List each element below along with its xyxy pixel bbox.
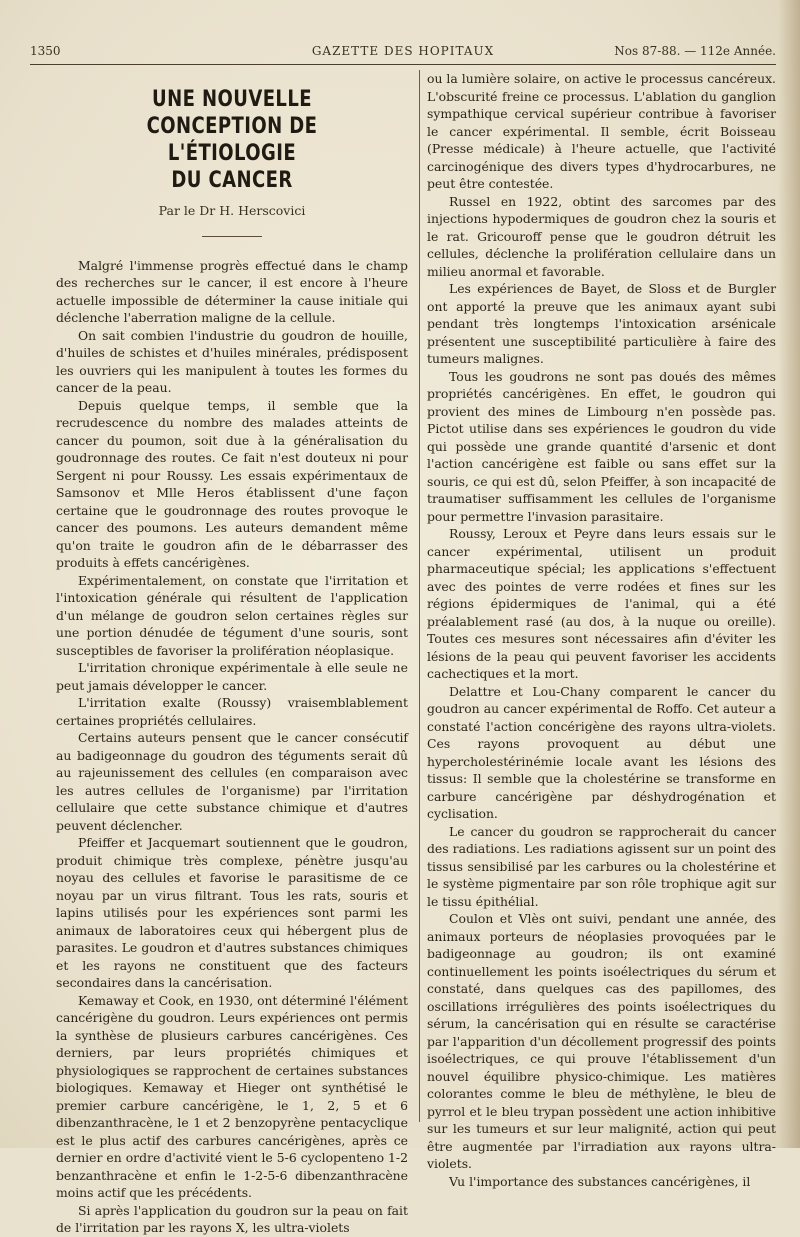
page-edge-shadow (778, 0, 800, 1148)
article-title-line-2: DU CANCER (171, 168, 293, 193)
paragraph: Le cancer du goudron se rapprocherait du cancer des radiations. Les radiations agissent sur un point des tissus sensibilisé par les carbures ou la cholestérine et le système pigmentaire par son rôle trophique agit sur le tissu épithélial. (427, 823, 776, 909)
paragraph: Pfeiffer et Jacquemart soutiennent que le goudron, produit chimique très complexe, pénètre jusqu'au noyau des cellules et favorise le parasitisme de ce noyau par un virus filtrant. Tous les rats, souris et lapins utilisés pour les expériences sont parmi les animaux de laboratoires ceux qui hébergent plus de parasites. Le goudron et d'autres substances chimiques et les rayons ne constituent que des facteurs secondaires dans la cancérisation. (56, 835, 408, 990)
paragraph: Russel en 1922, obtint des sarcomes par des injections hypodermiques de goudron chez la souris et le rat. Gricouroff pense que le goudron détruit les cellules, déclenche la prolifération cellulaire dans un milieu anormal et favorable. (427, 193, 776, 279)
paragraph: Tous les goudrons ne sont pas doués des mêmes propriétés cancérigènes. En effet, le goudron qui provient des mines de Limbourg n'en possède pas. Pictot utilise dans ses expériences le goudron du vide qui possède une grande quantité d'arsenic et dont l'action cancérigène est faible ou sans effet sur la souris, ce qui est dû, selon Pfeiffer, à son incapacité de traumatiser suffisamment les cellules de l'organisme pour permettre l'invasion parasitaire. (427, 368, 776, 524)
paragraph: Les expériences de Bayet, de Sloss et de Burgler ont apporté la preuve que les animaux ayant subi pendant très longtemps l'intoxication arsénicale présentent une susceptibilité particulière à faire des tumeurs malignes. (427, 281, 776, 366)
header-rule (30, 64, 776, 65)
paragraph: Vu l'importance des substances cancérigènes, il (449, 1173, 751, 1189)
left-column (56, 72, 408, 1237)
paragraph: On sait combien l'industrie du goudron de houille, d'huiles de schistes et d'huiles minérales, prédisposent les ouvriers qui les manipulent à toutes les formes du cancer de la peau. (56, 327, 408, 395)
paragraph: Malgré l'immense progrès effectué dans le champ des recherches sur le cancer, il est encore à l'heure actuelle impossible de déterminer la cause initiale qui déclenche l'aberration maligne de la cellule. (56, 257, 408, 325)
article-title-line-1: UNE NOUVELLE CONCEPTION DE L'ÉTIOLOGIE (146, 87, 318, 166)
running-header (30, 44, 776, 64)
paragraph: Roussy, Leroux et Peyre dans leurs essais sur le cancer expérimental, utilisent un produit pharmaceutique spécial; les applications s'effectuent avec des pointes de verre rodées et fines sur les régions épidermiques de l'animal, qui a été préalablement rasé (au dos, à la nuque ou oreille). Toutes ces mesures sont nécessaires afin d'éviter les lésions de la peau qui peuvent favoriser les accidents cachectiques et la mort. (427, 526, 776, 681)
paragraph: Expérimentalement, on constate que l'irritation et l'intoxication générale qui résultent de l'application d'un mélange de goudron selon certaines règles sur une portion dénudée de tégument d'une souris, sont susceptibles de favoriser la prolifération néoplasique. (56, 572, 408, 658)
paragraph: ou la lumière solaire, on active le processus cancéreux. L'obscurité freine ce processus. L'ablation du ganglion sympathique cervical supérieur contribue à favoriser le cancer expérimental. Il semble, écrit Boisseau (Presse médicale) à l'heure actuelle, que l'activité carcinogénique des divers types d'hydrocarbures, ne peut être contestée. (427, 71, 776, 191)
paragraph: Si après l'application du goudron sur la peau on fait de l'irritation par les rayons X, les ultra-violets (56, 1202, 408, 1235)
journal-title: GAZETTE DES HOPITAUX (311, 44, 495, 58)
article-byline: Par le Dr H. Herscovici (158, 203, 306, 218)
paragraph: Depuis quelque temps, il semble que la recrudescence du nombre des malades atteints de cancer du poumon, soit due à la généralisation du goudronnage des routes. Ce fait n'est douteux ni pour Sergent ni pour Roussy. Les essais expérimentaux de Samsonov et Mlle Heros établissent d'une façon certaine que le goudronnage des routes provoque le cancer des poumons. Les auteurs demandent même qu'on traite le goudron afin de le débarrasser des produits à effets cancérigènes. (56, 397, 408, 570)
issue-number: Nos 87-88. — 112e Année. (614, 44, 776, 58)
right-column (427, 70, 776, 1190)
paragraph: L'irritation chronique expérimentale à elle seule ne peut jamais développer le cancer. (56, 660, 408, 693)
right-column-body (427, 70, 776, 1190)
article-title (88, 86, 377, 194)
paragraph: Kemaway et Cook, en 1930, ont déterminé l'élément cancérigène du goudron. Leurs expériences ont permis la synthèse de plusieurs carbures cancérigènes. Ces derniers, par leurs propriétés chimiques et physiologiques se rapprochent de certaines substances biologiques. Kemaway et Hieger ont synthétisé le premier carbure cancérigène, le 1, 2, 5 et 6 dibenzanthracène, le 1 et 2 benzopyrène pentacyclique est le plus actif des carbures cancérigènes, après ce dernier en ordre d'activité vient le 5-6 cyclopenteno 1-2 benzanthracène et enfin le 1-2-5-6 dibenzanthracène moins actif que les précédents. (56, 992, 408, 1200)
column-divider (419, 70, 420, 1122)
title-separator (202, 236, 262, 237)
page-number: 1350 (30, 44, 61, 58)
paragraph: Coulon et Vlès ont suivi, pendant une année, des animaux porteurs de néoplasies provoquées par le badigeonnage au goudron; ils ont examiné continuellement les points isoélectriques du sérum et constaté, dans quelques cas des papillomes, des oscillations irrégulières des points isoélectriques du sérum, la cancérisation qui en résulte se caractérise par l'apparition d'un décollement progressif des points isoélectriques, ce qui prouve l'établissement d'un nouvel équilibre physico-chimique. Les matières colorantes comme le bleu de méthylène, le bleu de pyrrol et le bleu trypan possèdent une action inhibitive sur les tumeurs et sur leur malignité, action qui peut être augmentée par l'irradiation aux rayons ultra-violets. (427, 911, 776, 1171)
left-column-body (56, 257, 408, 1237)
paragraph: Delattre et Lou-Chany comparent le cancer du goudron au cancer expérimental de Roffo. Cet auteur a constaté l'action concérigène des rayons ultra-violets. Ces rayons provoquent au début une hypercholestérinémie locale avant les lésions des tissus: Il semble que la cholestérine se transforme en carbure cancérigène par déshydrogénation et cyclisation. (427, 683, 776, 821)
paragraph: Certains auteurs pensent que le cancer consécutif au badigeonnage du goudron des téguments serait dû au rajeunissement des cellules (en comparaison avec les autres cellules de l'organisme) par l'irritation cellulaire que cette substance chimique et d'autres peuvent déclencher. (56, 730, 408, 833)
paragraph: L'irritation exalte (Roussy) vraisemblablement certaines propriétés cellulaires. (56, 695, 408, 728)
